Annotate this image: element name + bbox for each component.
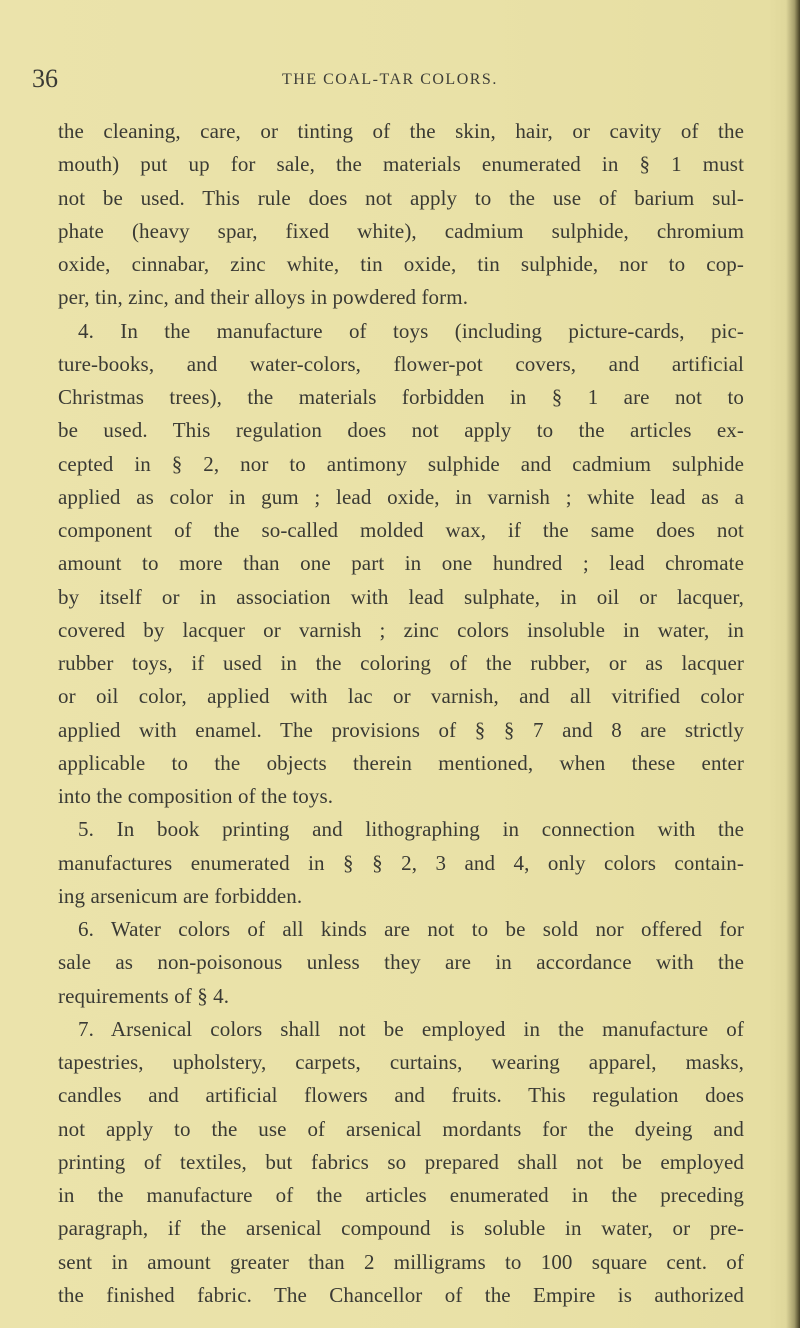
text-line: manufactures enumerated in § § 2, 3 and 4, only colors contain- [58,850,744,875]
text-line: sent in amount greater than 2 milligrams to 100 square cent. of [58,1249,744,1274]
text-line: printing of textiles, but fabrics so prepared shall not be employed [58,1149,744,1174]
text-line: 7. Arsenical colors shall not be employed in the manufacture of [78,1016,744,1041]
text-line: sale as non-poisonous unless they are in accordance with the [58,950,744,975]
text-line: the cleaning, care, or tinting of the skin, hair, or cavity of the [58,119,744,143]
text-line: be used. This regulation does not apply to the articles ex- [58,418,744,443]
body-text [58,115,744,1312]
text-line: 6. Water colors of all kinds are not to be sold nor offered for [78,917,744,941]
text-line: phate (heavy spar, fixed white), cadmium sulphide, chromium [58,218,744,243]
text-line: applied as color in gum ; lead oxide, in varnish ; white lead as a [58,484,744,509]
text-line: 4. In the manufacture of toys (including picture-cards, pic- [78,318,744,343]
text-line: applicable to the objects therein mentioned, when these enter [58,750,744,775]
text-line: oxide, cinnabar, zinc white, tin oxide, tin sulphide, nor to cop- [58,252,744,276]
text-line: requirements of § 4. [58,983,230,1008]
text-line: covered by lacquer or varnish ; zinc colors insoluble in water, in [58,617,744,642]
text-line: by itself or in association with lead sulphate, in oil or lacquer, [58,584,744,609]
text-line: or oil color, applied with lac or varnish, and all vitrified color [58,684,744,709]
text-line: component of the so-called molded wax, if the same does not [58,518,744,542]
text-line: in the manufacture of the articles enumerated in the preceding [58,1183,744,1207]
page-number: 36 [32,64,58,93]
text-line: amount to more than one part in one hundred ; lead chromate [58,551,744,576]
running-title: THE COAL-TAR COLORS. [282,71,498,88]
text-line: the finished fabric. The Chancellor of the Empire is authorized [58,1282,744,1307]
text-line: applied with enamel. The provisions of § § 7 and 8 are strictly [58,717,744,742]
text-line: ing arsenicum are forbidden. [58,883,303,908]
text-line: candles and artificial flowers and fruits. This regulation does [58,1083,744,1108]
text-line: ture-books, and water-colors, flower-pot covers, and artificial [58,351,744,376]
text-line: cepted in § 2, nor to antimony sulphide and cadmium sulphide [58,451,744,476]
text-line: rubber toys, if used in the coloring of the rubber, or as lacquer [58,651,744,675]
text-line: into the composition of the toys. [58,784,334,808]
running-head [32,64,732,94]
text-line: 5. In book printing and lithographing in connection with the [78,817,744,842]
text-line: not be used. This rule does not apply to the use of barium sul- [58,185,744,210]
text-line: Christmas trees), the materials forbidden in § 1 are not to [58,385,744,409]
text-line: not apply to the use of arsenical mordants for the dyeing and [58,1116,744,1141]
text-line: paragraph, if the arsenical compound is soluble in water, or pre- [58,1216,744,1241]
text-line: mouth) put up for sale, the materials enumerated in § 1 must [58,152,744,177]
page-edge-shadow [786,0,800,1328]
text-line: per, tin, zinc, and their alloys in powdered form. [58,285,469,310]
text-line: tapestries, upholstery, carpets, curtains, wearing apparel, masks, [58,1050,744,1074]
